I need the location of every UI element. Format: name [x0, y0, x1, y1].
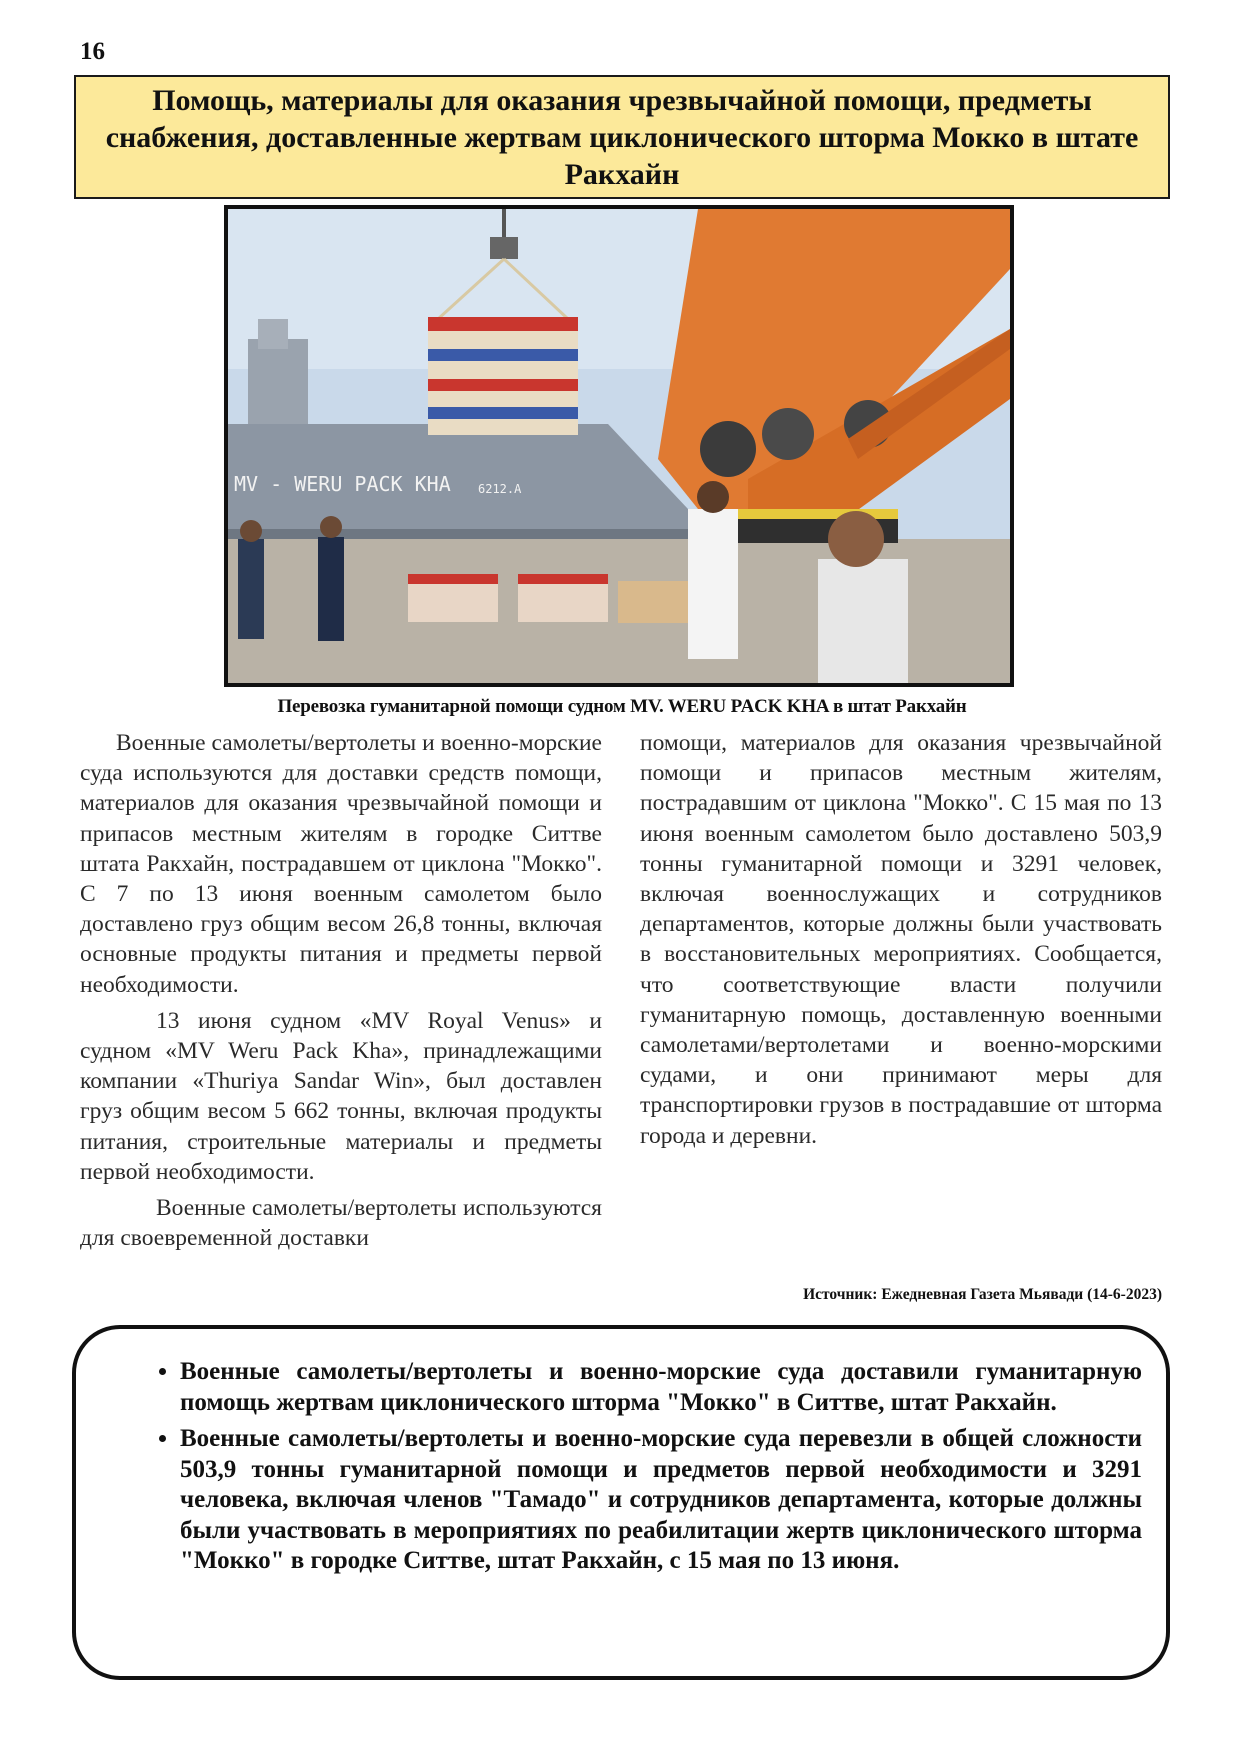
article-paragraph: помощи, материалов для оказания чрезвычайной помощи и припасов местным жителям, пострадавшим от циклона "Мокко". С 15 мая по 13 июня военным самолетом было доставлено 503,9 тонны гуманитарной помощи и 3291 человек, включая военнослужащих и сотрудников департаментов, которые должны были участвовать в восстановительных мероприятиях. Сообщается, что соответствующие власти получили гуманитарную помощь, доставленную военными самолетами/вертолетами и военно-морскими судами, и они принимают меры для транспортировки грузов в пострадавшие от шторма города и деревни.	[640, 730, 1162, 1149]
summary-item: • Военные самолеты/вертолеты и военно-морские суда доставили гуманитарную помощь жертвам циклонического шторма "Мокко" в Ситтве, штат Ракхайн.	[180, 1357, 1142, 1418]
summary-item: • Военные самолеты/вертолеты и военно-морские суда перевезли в общей сложности 503,9 тонны гуманитарной помощи и предметов первой необходимости и 3291 человека, включая членов "Тамадо" и сотрудников департамента, которые должны были участвовать в мероприятиях по реабилитации жертв циклонического шторма "Мокко" в городке Ситтве, штат Ракхайн, с 15 мая по 13 июня.	[180, 1424, 1142, 1577]
summary-box	[72, 1325, 1170, 1680]
crane-hook	[490, 237, 518, 259]
person-white-shirt	[688, 509, 738, 659]
news-photo	[224, 205, 1014, 687]
article-left-column	[80, 728, 602, 1253]
source-line: Источник: Ежедневная Газета Мьявади (14-6-2023)	[803, 1286, 1162, 1303]
article-paragraph: 13 июня судном «MV Royal Venus» и судном «MV Weru Pack Kha», принадлежащими компании «Thuriya Sandar Win», был доставлен груз общим весом 5 662 тонны, включая продукты питания, строительные материалы и предметы первой необходимости.	[80, 1007, 602, 1185]
page-number: 16	[80, 38, 105, 65]
ship-unloading-illustration	[228, 209, 1010, 683]
summary-list	[106, 1357, 1142, 1577]
title-box	[74, 75, 1170, 199]
photo-caption: Перевозка гуманитарной помощи судном MV. WERU PACK KHA в штат Ракхайн	[277, 696, 967, 717]
article-right-column	[640, 728, 1162, 1151]
ship-number-text: 6212.A	[478, 482, 522, 496]
article-paragraph: Военные самолеты/вертолеты и военно-морские суда используются для доставки средств помощи, материалов для оказания чрезвычайной помощи и припасов местным жителям в городке Ситтве штата Ракхайн, пострадавшем от циклона "Мокко". С 7 по 13 июня военным самолетом было доставлено груз общим весом 26,8 тонны, включая основные продукты питания и предметы первой необходимости.	[80, 730, 602, 998]
article-paragraph: Военные самолеты/вертолеты используются для своевременной доставки	[80, 1195, 602, 1252]
page-title: Помощь, материалы для оказания чрезвычайной помощи, предметы снабжения, доставленные жертвам циклонического шторма Мокко в штате Ракхайн	[105, 83, 1139, 191]
ship-name-text: MV - WERU PACK KHA	[234, 472, 451, 496]
